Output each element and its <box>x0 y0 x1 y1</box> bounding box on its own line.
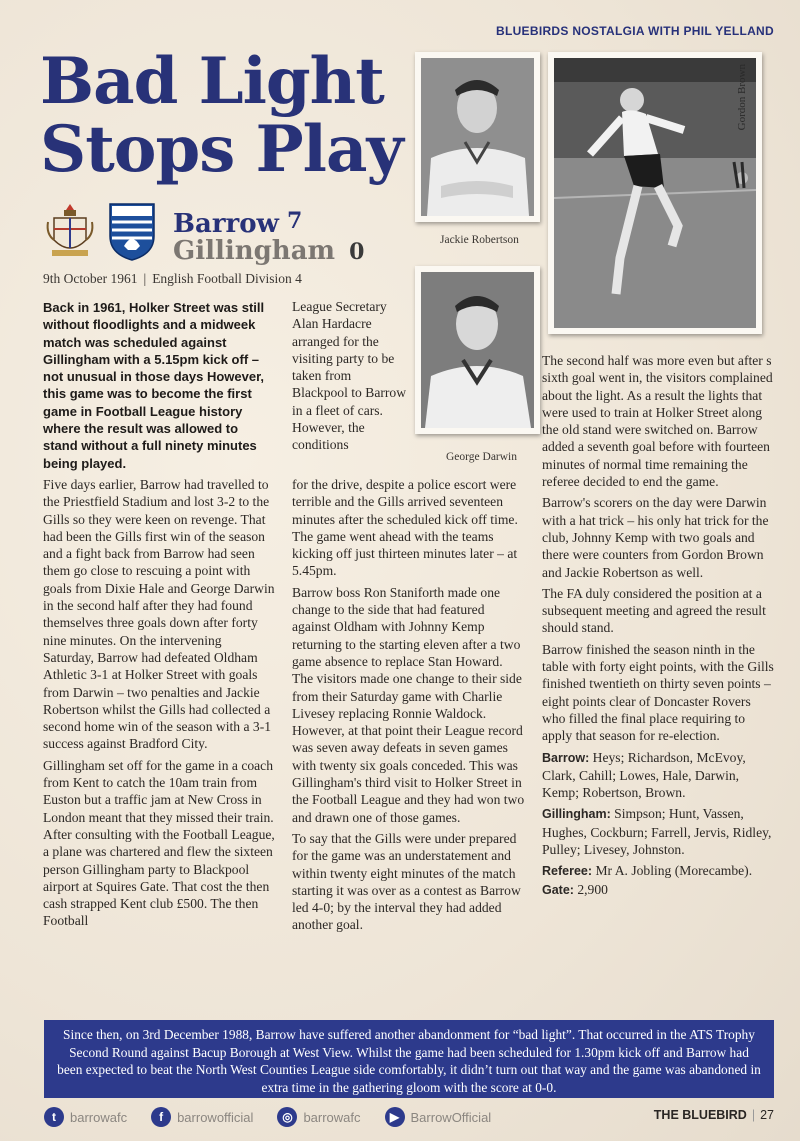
home-goals: 7 <box>286 208 303 234</box>
separator: | <box>751 1108 756 1122</box>
page-folio <box>654 1108 774 1122</box>
home-team: Barrow <box>173 209 279 239</box>
article-column-1 <box>43 299 275 934</box>
score-away <box>173 236 364 267</box>
magazine-name: THE BLUEBIRD <box>653 1108 747 1122</box>
caption-george: George Darwin <box>446 451 517 463</box>
twitter-icon: t <box>44 1107 64 1127</box>
lineup-label: Barrow: <box>542 750 590 765</box>
paragraph: To say that the Gills were under prepared for the game was an understatement and within twenty eight minutes of the match starting it was over as a contest as Barrow led 4-0; by the interval they had added another goal. <box>292 830 521 933</box>
lineup-label: Gate: <box>542 882 574 897</box>
social-facebook[interactable] <box>151 1107 253 1127</box>
photo-jackie-robertson <box>415 52 540 222</box>
paragraph: for the drive, despite a police escort were terrible and the Gills arrived seventeen minutes after the scheduled kick off time. The game went ahead with the teams kicking off just thirteen minutes later – at 5.45pm. <box>292 477 518 579</box>
footnote-box: Since then, on 3rd December 1988, Barrow have suffered another abandonment for “bad light”. That occurred in the ATS Trophy Second Round against Bacup Borough at West View. Whilst the game had been scheduled for 1.30pm kick off and Barrow had been expected to beat the North West Counties League side comfortably, it didn’t turn out that way and the game was abandoned in extra time in the gathering gloom with the score at 0-0. <box>44 1020 774 1098</box>
barrow-crest-icon <box>44 200 96 262</box>
referee-name: Mr A. Jobling (Morecambe). <box>595 863 753 879</box>
lineup-text: Heys; Richardson, McEvoy, Clark, Cahill; Lowes, Hale, Darwin, Kemp; Robertson, Brown. <box>542 749 746 801</box>
separator: | <box>143 271 147 286</box>
referee <box>542 862 774 880</box>
social-links <box>44 1106 515 1128</box>
match-date: 9th October 1961 <box>43 271 138 286</box>
match-info <box>43 271 302 287</box>
action-shot-icon <box>554 58 756 328</box>
match-competition: English Football Division 4 <box>152 271 302 286</box>
action-photo <box>554 58 756 328</box>
article-column-2 <box>292 476 526 938</box>
gate-number: 2,900 <box>577 881 608 897</box>
social-handle: barrowofficial <box>177 1109 254 1125</box>
lead-paragraph: Back in 1961, Holker Street was still without floodlights and a midweek match was scheduled against Gillingham with a 5.15pm kick off – not unusual in those days However, this game was to become the first game in Football League history where the result was allowed to stand without a full ninety minutes being played. <box>43 300 265 471</box>
paragraph: Barrow's scorers on the day were Darwin with a hat trick – his only hat trick for the club, Johnny Kemp with two goals and there were counters from Gordon Brown and Jackie Robertson as well. <box>542 495 769 580</box>
gillingham-crest-icon <box>106 200 158 262</box>
article-title <box>40 44 410 187</box>
score-home <box>173 206 302 239</box>
youtube-icon: ▶ <box>385 1107 405 1127</box>
article-column-2-narrow <box>292 298 408 458</box>
lineup-label: Gillingham: <box>542 807 611 822</box>
article-column-3 <box>542 352 774 903</box>
social-handle: barrowafc <box>70 1109 128 1125</box>
paragraph: Barrow finished the season ninth in the table with forty eight points, with the Gills finished twentieth on thirty seven points – eight points clear of Doncaster Rovers who filled the final place requiring to apply that season for re-election. <box>542 641 774 744</box>
social-handle: BarrowOfficial <box>410 1109 492 1125</box>
section-header: BLUEBIRDS NOSTALGIA WITH PHIL YELLAND <box>496 24 774 38</box>
social-instagram[interactable] <box>277 1107 360 1127</box>
title-line-1: Bad Light <box>40 44 384 119</box>
caption-jackie: Jackie Robertson <box>440 234 519 246</box>
player-portrait-icon <box>421 272 534 428</box>
caption-gordon: Gordon Brown <box>736 64 748 131</box>
photo-george-darwin <box>415 266 540 434</box>
social-twitter[interactable] <box>44 1107 127 1127</box>
paragraph: Barrow boss Ron Staniforth made one change to the side that had featured against Oldham with Johnny Kemp returning to the starting eleven after a two game absence to replace Stan Howard. The visitors made one change to their side from their Saturday game with Charlie Livesey replacing Ronnie Waldock. However, at that point their League record was seven away defeats in seven games with twenty six goals conceded. This was Gillingham's third visit to Holker Street in the Football League and they had won two and drawn one of those games. <box>292 584 525 825</box>
social-youtube[interactable] <box>385 1107 492 1127</box>
paragraph: The FA duly considered the position at a subsequent meeting and agreed the result should stand. <box>542 585 766 636</box>
gillingham-lineup <box>542 805 774 858</box>
paragraph: Five days earlier, Barrow had travelled to the Priestfield Stadium and lost 3-2 to the Gills so they were keen on revenge. That had been the Gills first win of the season and a fight back from Barrow had seen them go close to rescuing a point with goals from Dixie Hale and George Darwin in the second half after they had found themselves three goals down after forty nine minutes. On the intervening Saturday, Barrow had defeated Oldham Athletic 3-1 at Holker Street with goals from Darwin – two penalties and Jackie Robertson whilst the Gills had collected a second home win of the season with a 3-1 success against Bradford City. <box>43 476 275 752</box>
away-goals: 0 <box>349 239 365 265</box>
player-photo <box>421 272 534 428</box>
paragraph: The second half was more even but after s sixth goal went in, the visitors complained about the light. As a result the lights that were used to train at Holker Street along the old stand were switched on. Barrow added a seventh goal before with fourteen minutes of normal time remaining the referee decided to end the game. <box>542 353 773 490</box>
paragraph: League Secretary Alan Hardacre arranged for the visiting party to be taken from Blackpool to Barrow in a fleet of cars. However, the conditions <box>292 299 407 453</box>
attendance <box>542 881 774 899</box>
away-team: Gillingham <box>173 236 336 266</box>
lineup-text: Simpson; Hunt, Vassen, Hughes, Cockburn; Farrell, Jervis, Ridley, Pulley; Livesey, Johnston. <box>542 806 772 858</box>
instagram-icon: ◎ <box>277 1107 297 1127</box>
facebook-icon: f <box>151 1107 171 1127</box>
paragraph: Gillingham set off for the game in a coach from Kent to catch the 10am train from Euston but a traffic jam at New Cross in London meant that they missed their train. After consulting with the Football League, a plane was chartered and flew the sixteen person Gillingham party to Blackpool airport at Squires Gate. That cost the then cash strapped Kent club £500. The then Football <box>43 757 275 929</box>
player-portrait-icon <box>421 58 534 216</box>
title-line-2: Stops Play <box>40 112 403 187</box>
barrow-lineup <box>542 749 774 802</box>
lineup-label: Referee: <box>542 864 593 879</box>
photo-gordon-brown <box>548 52 762 334</box>
social-handle: barrowafc <box>303 1109 361 1125</box>
page-number: 27 <box>760 1108 774 1122</box>
player-photo <box>421 58 534 216</box>
